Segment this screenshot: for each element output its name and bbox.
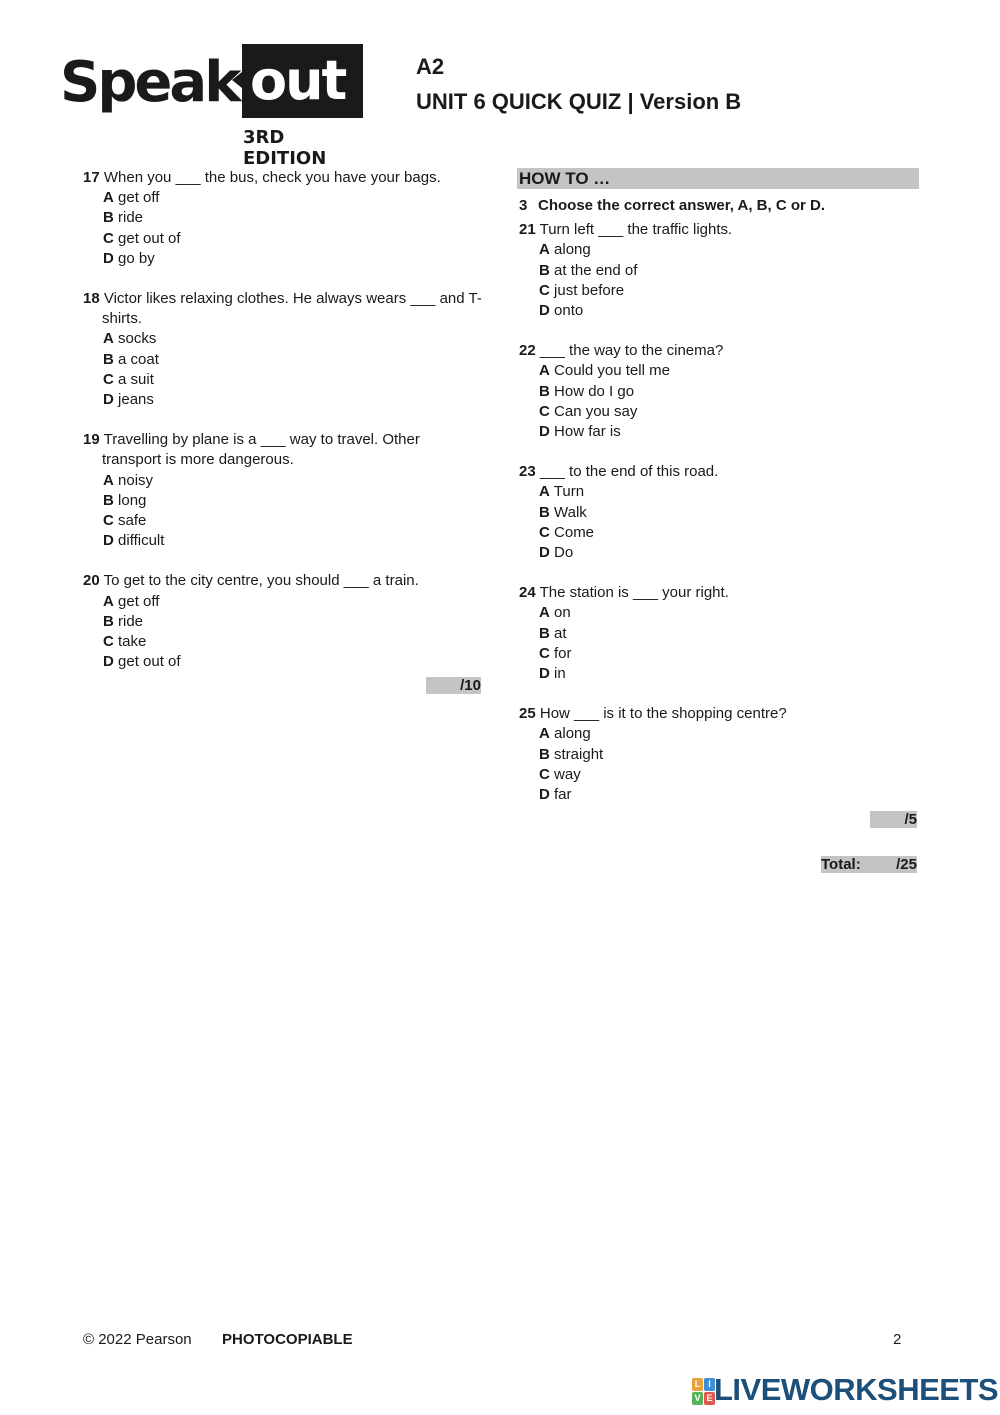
question-gap	[519, 321, 919, 341]
question-number: 22	[519, 342, 536, 360]
logo-block: V	[692, 1392, 703, 1405]
option-letter: A	[103, 592, 114, 610]
question-17	[83, 168, 483, 269]
answer-option[interactable]	[519, 382, 919, 402]
answer-option[interactable]	[519, 301, 919, 321]
answer-option[interactable]	[519, 261, 919, 281]
instruction-text: Choose the correct answer, A, B, C or D.	[538, 197, 826, 214]
answer-option[interactable]	[519, 765, 919, 785]
answer-option[interactable]	[83, 632, 483, 652]
option-letter: D	[539, 665, 550, 683]
answer-option[interactable]	[83, 531, 483, 551]
question-gap	[519, 563, 919, 583]
question-text: Turn left ___ the traffic lights.	[539, 221, 733, 239]
question-18	[83, 289, 483, 410]
answer-option[interactable]	[519, 422, 919, 442]
question-24	[519, 583, 919, 684]
option-text: a coat	[118, 350, 159, 368]
question-text: How ___ is it to the shopping centre?	[539, 705, 787, 723]
option-text: straight	[554, 745, 604, 763]
option-text: Come	[554, 523, 595, 541]
question-number: 20	[83, 572, 100, 590]
option-letter: C	[539, 281, 550, 299]
question-22	[519, 341, 919, 442]
option-text: ride	[118, 612, 144, 630]
answer-option[interactable]	[519, 240, 919, 260]
option-letter: C	[539, 523, 550, 541]
question-number: 17	[83, 169, 100, 186]
copyright: © 2022 Pearson	[83, 1331, 192, 1348]
option-text: at	[554, 624, 567, 642]
right-column	[519, 168, 919, 805]
option-text: difficult	[118, 532, 165, 550]
answer-option[interactable]	[519, 603, 919, 623]
option-letter: D	[539, 423, 550, 441]
option-text: Walk	[554, 503, 587, 521]
option-text: in	[554, 665, 566, 683]
answer-option[interactable]	[83, 370, 483, 390]
option-letter: D	[539, 544, 550, 562]
option-letter: D	[103, 249, 114, 267]
question-stem	[83, 168, 483, 188]
question-20	[83, 571, 483, 672]
option-letter: B	[103, 491, 114, 509]
option-text: onto	[554, 302, 584, 320]
option-text: socks	[118, 330, 157, 348]
question-number: 24	[519, 584, 536, 602]
instruction	[519, 196, 919, 216]
option-letter: C	[539, 765, 550, 783]
option-letter: A	[539, 725, 550, 743]
option-letter: A	[539, 362, 550, 380]
speakout-logo	[60, 44, 365, 169]
question-text: Travelling by plane is a ___ way to travel. Other transport is more dangerous.	[102, 431, 420, 469]
answer-option[interactable]	[83, 390, 483, 410]
option-letter: D	[103, 391, 114, 409]
option-letter: B	[539, 382, 550, 400]
left-question-list	[83, 168, 483, 672]
option-text: jeans	[118, 391, 154, 409]
option-letter: B	[539, 261, 550, 279]
question-stem	[519, 341, 919, 361]
score-box-left: /10	[426, 677, 481, 694]
question-gap	[519, 442, 919, 462]
option-letter: B	[539, 624, 550, 642]
question-text: ___ the way to the cinema?	[539, 342, 724, 360]
question-number: 23	[519, 463, 536, 481]
option-text: safe	[118, 512, 147, 530]
left-column	[83, 168, 483, 672]
question-gap	[519, 684, 919, 704]
option-text: go by	[118, 249, 155, 267]
answer-option[interactable]	[519, 785, 919, 805]
level-label: A2	[416, 54, 445, 79]
question-stem	[519, 220, 919, 240]
page-number: 2	[893, 1331, 902, 1348]
logo-block: L	[692, 1378, 703, 1391]
option-letter: B	[103, 612, 114, 630]
score-box-right: /5	[870, 811, 917, 828]
logo-notch	[232, 72, 242, 88]
option-text: far	[554, 786, 572, 804]
option-text: How far is	[554, 423, 621, 441]
question-stem	[519, 583, 919, 603]
option-text: get out of	[118, 229, 181, 247]
option-letter: D	[539, 786, 550, 804]
option-text: long	[118, 491, 147, 509]
question-number: 19	[83, 431, 100, 449]
answer-option[interactable]	[83, 652, 483, 672]
answer-option[interactable]	[83, 329, 483, 349]
answer-option[interactable]	[519, 402, 919, 422]
question-stem	[83, 430, 483, 470]
instruction-number: 3	[519, 197, 528, 214]
option-letter: D	[539, 302, 550, 320]
answer-option[interactable]	[519, 281, 919, 301]
answer-option[interactable]	[519, 745, 919, 765]
option-letter: C	[539, 644, 550, 662]
total-score-box	[821, 856, 917, 873]
answer-option[interactable]	[83, 229, 483, 249]
answer-option[interactable]	[83, 249, 483, 269]
photocopiable-label: PHOTOCOPIABLE	[222, 1331, 353, 1348]
logo-edition: 3RD EDITION	[243, 127, 327, 169]
question-stem	[519, 462, 919, 482]
question-gap	[83, 551, 483, 571]
question-25	[519, 704, 919, 805]
option-text: Turn	[553, 483, 585, 501]
option-letter: A	[103, 471, 114, 489]
option-letter: D	[103, 653, 114, 671]
question-stem	[83, 289, 483, 329]
right-question-list	[519, 220, 919, 805]
option-text: Could you tell me	[554, 362, 670, 380]
answer-option[interactable]	[519, 543, 919, 563]
option-text: just before	[554, 281, 625, 299]
option-letter: A	[539, 241, 550, 259]
option-text: along	[554, 725, 591, 743]
page-title: UNIT 6 QUICK QUIZ | Version B	[416, 89, 742, 114]
option-text: get out of	[118, 653, 181, 671]
answer-option[interactable]	[519, 644, 919, 664]
option-text: along	[554, 241, 591, 259]
option-text: Do	[554, 544, 574, 562]
answer-option[interactable]	[519, 624, 919, 644]
question-text: When you ___ the bus, check you have your bags.	[103, 169, 441, 186]
question-number: 21	[519, 221, 536, 239]
option-letter: B	[539, 503, 550, 521]
option-text: a suit	[118, 370, 154, 388]
liveworksheets-logo-blocks	[692, 1378, 716, 1406]
answer-option[interactable]	[83, 612, 483, 632]
option-text: take	[118, 633, 147, 651]
option-letter: A	[539, 483, 550, 501]
answer-option[interactable]	[83, 350, 483, 370]
answer-option[interactable]	[83, 188, 483, 208]
option-text: way	[554, 765, 581, 783]
option-letter: B	[539, 745, 550, 763]
answer-option[interactable]	[519, 361, 919, 381]
question-number: 25	[519, 705, 536, 723]
option-letter: A	[103, 189, 114, 207]
option-text: on	[554, 604, 571, 622]
logo-block: I	[704, 1378, 715, 1391]
question-text: To get to the city centre, you should ___ a train.	[103, 572, 419, 590]
answer-option[interactable]	[83, 471, 483, 491]
answer-option[interactable]	[83, 511, 483, 531]
option-text: get off	[118, 189, 160, 207]
option-text: How do I go	[554, 382, 635, 400]
option-letter: D	[103, 532, 114, 550]
question-19	[83, 430, 483, 551]
option-letter: C	[539, 402, 550, 420]
option-text: for	[554, 644, 572, 662]
answer-option[interactable]	[519, 724, 919, 744]
option-letter: C	[103, 512, 114, 530]
question-gap	[83, 269, 483, 289]
answer-option[interactable]	[519, 503, 919, 523]
option-text: at the end of	[554, 261, 638, 279]
question-gap	[83, 410, 483, 430]
question-stem	[519, 704, 919, 724]
total-label: Total:	[821, 856, 861, 873]
option-text: ride	[118, 209, 144, 227]
option-letter: C	[103, 633, 114, 651]
logo-word-out: out	[250, 49, 346, 112]
option-letter: B	[103, 209, 114, 227]
section-heading: HOW TO …	[517, 168, 919, 189]
answer-option[interactable]	[83, 491, 483, 511]
option-text: get off	[118, 592, 160, 610]
option-letter: B	[103, 350, 114, 368]
option-letter: C	[103, 229, 114, 247]
option-text: noisy	[118, 471, 154, 489]
answer-option[interactable]	[83, 592, 483, 612]
answer-option[interactable]	[519, 482, 919, 502]
logo-word-speak: Speak	[60, 50, 239, 115]
answer-option[interactable]	[519, 664, 919, 684]
option-letter: A	[539, 604, 550, 622]
liveworksheets-text: LIVEWORKSHEETS	[714, 1372, 999, 1407]
question-23	[519, 462, 919, 563]
question-text: ___ to the end of this road.	[539, 463, 719, 481]
question-text: The station is ___ your right.	[539, 584, 729, 602]
option-text: Can you say	[554, 402, 638, 420]
total-value: /25	[896, 856, 917, 873]
logo-block: E	[704, 1392, 715, 1405]
question-text: Victor likes relaxing clothes. He always wears ___ and T-shirts.	[102, 290, 482, 328]
answer-option[interactable]	[83, 208, 483, 228]
option-letter: A	[103, 330, 114, 348]
answer-option[interactable]	[519, 523, 919, 543]
option-letter: C	[103, 370, 114, 388]
question-number: 18	[83, 290, 100, 308]
question-stem	[83, 571, 483, 591]
question-21	[519, 220, 919, 321]
